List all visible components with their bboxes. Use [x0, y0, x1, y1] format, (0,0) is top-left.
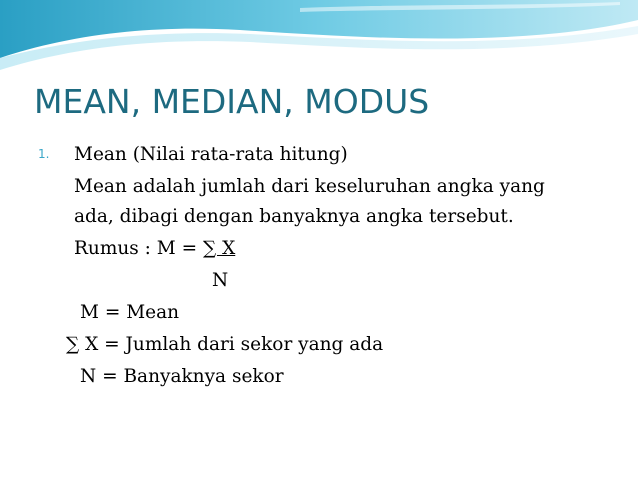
mean-heading: Mean (Nilai rata-rata hitung): [74, 144, 348, 165]
definition-line-1: Mean adalah jumlah dari keseluruhan angka yang: [74, 176, 545, 197]
formula-numerator: ∑ X: [203, 238, 236, 259]
legend-mean: M = Mean: [80, 302, 180, 323]
header-wave-decoration: [0, 0, 638, 80]
formula-prefix: Rumus : M =: [74, 238, 203, 259]
list-number: 1.: [38, 147, 50, 161]
slide-title: MEAN, MEDIAN, MODUS: [34, 82, 430, 121]
legend-n: N = Banyaknya sekor: [80, 366, 284, 387]
formula-denominator: N: [212, 270, 229, 291]
formula-line: [74, 234, 235, 264]
definition-line-2: ada, dibagi dengan banyaknya angka tersebut.: [74, 206, 514, 227]
legend-sum-x: ∑ X = Jumlah dari sekor yang ada: [66, 334, 384, 355]
